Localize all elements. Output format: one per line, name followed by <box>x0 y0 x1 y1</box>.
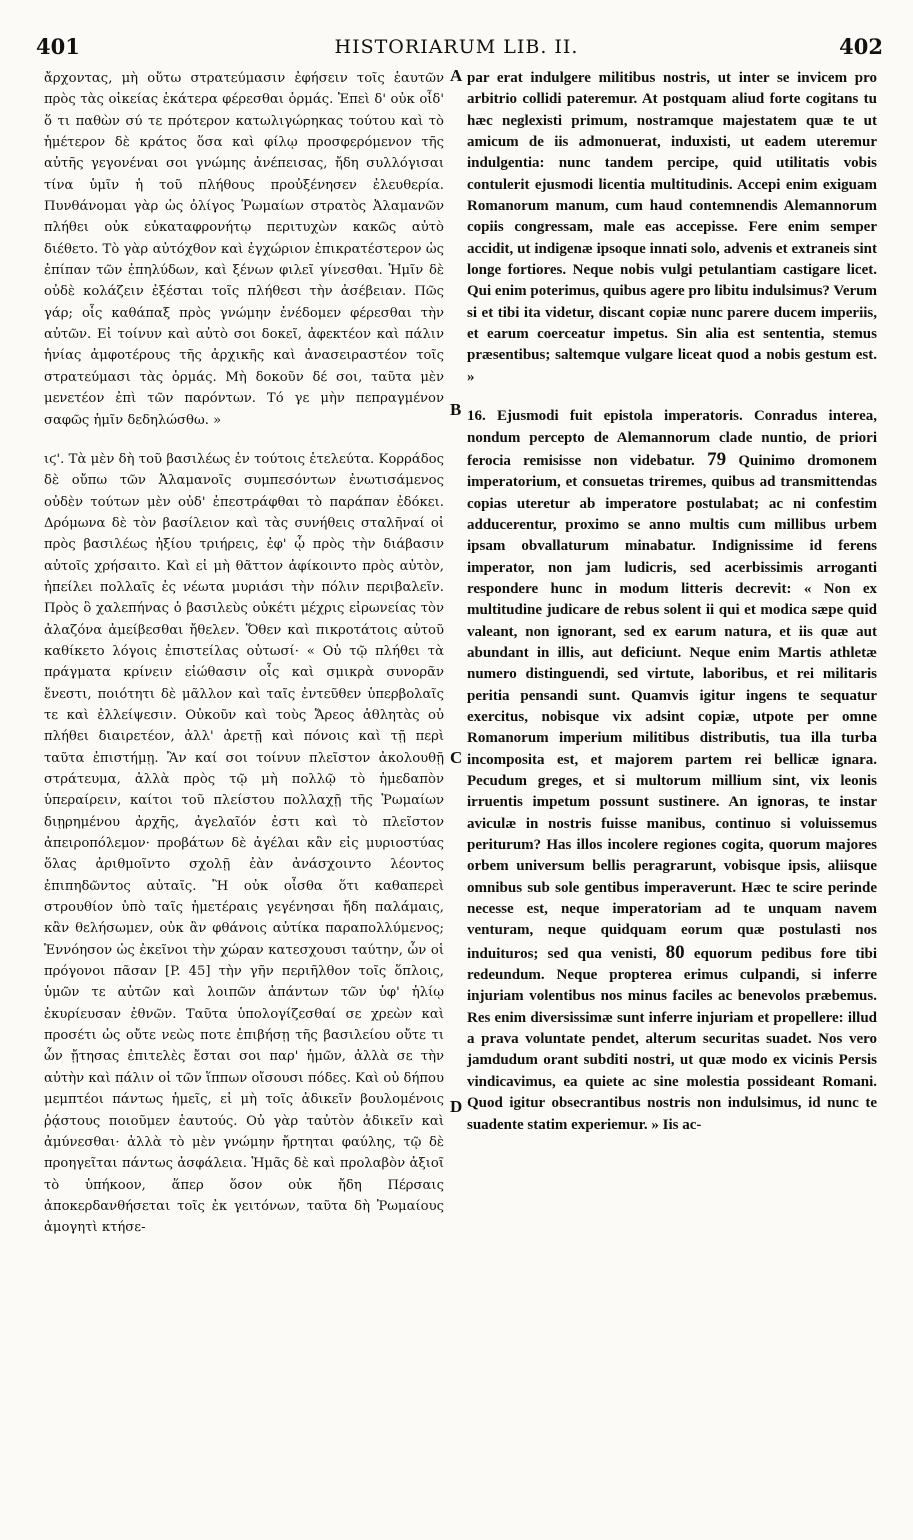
greek-paragraph-2: ιϛ'. Τὰ μὲν δὴ τοῦ βασιλέως ἐν τούτοις ἐτελεύτα. Κορράδος δὲ οὔπω τῶν Ἀλαμανοῖς συμπεσόντων ἐνωτισάμενος οὐδὲν τούτων μὲν οὐδ' ἐπεστράφθαι τὸ παράπαν ἐδόκει. Δρόμωνα δὲ τὸν βασίλειον καὶ τὰς συνήθεις σταλῆναί οἱ πρὸς βασιλέως ἠξίου τριήρεις, ἐφ' ᾧ πρὸς τὴν διάβασιν αὐτοῖς χρήσαιτο. Καὶ εἰ μὴ θᾶττον ἀφίκοιντο πρὸς αὐτὸν, ἠπείλει πολλαῖς ἐς νέωτα μυριάσι τὴν πόλιν περιβαλεῖν. Πρὸς ὃ χαλεπήνας ὁ βασιλεὺς οὐκέτι μέχρις εἰρωνείας τὸν ἀλαζόνα ἀμείβεσθαι ἤθελεν. Ὅθεν καὶ πικροτάτοις αὐτοῦ καθίκετο λόγοις ἐπιστείλας οὑτωσί· « Οὐ τῷ πλήθει τὰ πράγματα κρίνειν εἰώθασιν οἷς καὶ σμικρὰ συνορᾶν ἔνεστι, ποιότητι δὲ μᾶλλον καὶ ταῖς ἐντεῦθεν ὑπερβολαῖς τε καὶ ἐλλείψεσιν. Οὐκοῦν καὶ τοὺς Ἄρεος ἀθλητὰς οὐ πλήθει διαιρετέον, ἀλλ' ἀρετῇ καὶ πόνοις καὶ τῇ περὶ ταῦτα ἐπιστήμῃ. Ἂν καί σοι τοίνυν πλεῖστον ἀκολουθῇ στράτευμα, ἀλλὰ πρὸς τῷ μὴ πολλῷ τὸ ἡμεδαπὸν ὑπεραίρειν, καίτοι τοῦ πλείστου πολλαχῇ τῆς Ῥωμαίων διῃρημένου ἀρχῆς, ἀγελαῖόν ἐστι καὶ τὸ πλεῖστον ἀπειροπόλεμον· προβάτων δὲ ἀγέλαι κἂν εἰς μυριοστύας ὅλας ἀριθμοῖντο σχολῇ ἐὰν ἀνάσχοιντο λέοντος ἐπιπηδῶντος αὐταῖς. Ἢ οὐκ οἶσθα ὅτι καθαπερεὶ στρουθίον ὑπὸ ταῖς ἡμετέραις γεγένησαι ἤδη παλάμαις, κἂν θελήσωμεν, οὐκ ἂν φθάνοις αὐτίκα παραπολλύμενος; Ἐννόησον ὡς ἐκεῖνοι τὴν χώραν κατεσχουσι ταύτην, ὧν οἱ πρόγονοι πᾶσαν [P. 45] τὴν γῆν περιῆλθον τοῖς ὅπλοις, ὑμῶν τε αὐτῶν καὶ λοιπῶν ἁπάντων τῶν ὑφ' ἡλίῳ ἐκυρίευσαν ἐθνῶν. Ταῦτα ὑπολογίζεσθαί σε χρεὼν καὶ προσέτι ὡς οὔτε νεὼς ποτε ἐπιβήσῃ τῆς βασιλείου οὔτε τι ὧν ᾔτησας ἐπιτελὲς ἔσται σοι παρ' ἡμῶν, ἀλλὰ σε τὴν αὐτὴν καὶ πάλιν οἱ τῶν ἵππων οἴσουσι πόδες. Καὶ οὐ δήπου μεμπτέοι πάντως ἡμεῖς, εἰ μὴ τοῖς ἀδικεῖν βουλομένοις ῥᾴστους ποιοῦμεν ἑαυτούς. Οὐ γὰρ ταὐτὸν ἀδικεῖν καὶ ἀμύνεσθαι· ἀλλὰ τὸ μὲν γνώμην ἤρτηται φαύλης, τῷ δὲ προηγεῖται πάντως ἀσφάλεια. Ἡμᾶς δὲ καὶ προλαβὸν ἀξιοῖ τὸ ὑπήκοον, ἅπερ ὅσον οὐκ ἤδη Πέρσαις ἀποκερδανθήσεται τοῖς ἐκ γειτόνων, ταῦτα δὴ Ῥωμαίους ἀμογητὶ κτήσε- <box>44 451 444 1236</box>
page-number-left: 401 <box>36 34 80 59</box>
page-number-right: 402 <box>839 34 883 59</box>
latin-paragraph-1: par erat indulgere militibus nostris, ut inter se invicem pro arbitrio collidi pateremur. At postquam aliud forte cogitans tu hæc neglexisti primum, nostramque majestatem quæ te ut amicum de iis admonuerat, induxisti, ut eadem uteremur indulgentia: nunc tandem percipe, quid utilitatis vobis contulerit ejusmodi licentia multitudinis. Accepi enim exiguam Romanorum manum, cum haud contemnendis Alemannorum copiis congressam, male eas accepisse. Fere enim semper accidit, ut indigenæ ipsoque innati solo, advenis et extraneis sint longe fortiores. Neque nobis vulgi petulantiam castigare licet. Qui enim poterimus, quibus agere pro libitu indulsimus? Verum si et tibi ita videtur, discant copiæ nunc parere ducem imperiis, et earum coerceatur impetus. Sin alia est sententia, stemus præsentibus; saltemque vulgare liceat quod a nobis gestum est. » <box>467 70 877 385</box>
latin-column <box>467 68 877 1136</box>
margin-letter-d: D <box>450 1097 463 1116</box>
margin-letter-b: B <box>450 400 462 419</box>
latin-paragraph-2 <box>467 406 877 1136</box>
page-header <box>0 34 913 64</box>
running-title: HISTORIARUM LIB. II. <box>334 36 579 58</box>
page-marker-80: 80 <box>665 941 685 963</box>
page-marker-79: 79 <box>707 448 727 470</box>
margin-letter-a: A <box>450 66 463 85</box>
margin-letter-c: C <box>450 748 463 767</box>
latin-paragraph-2b: Quinimo dromonem imperatorium, et consuetas triremes, quibus ad transmittendas copias uteretur ab imperatore postulabat; ac ni confestim adducerentur, proximo se anno multis cum millibus urbem ipsam obvallaturum minabatur. Indignissime id ferens imperator, non jam ludicris, sed acerbissimis arroganti respondere hunc in modum litteris decrevit: « Non ex multitudine judicare de rebus solent ii qui et modica sæpe quid valeant, non ignorant, sed ex earum natura, et iis quæ aut abundant in illis, aut deficiunt. Neque enim Martis athletæ numero distinguendi, sed virtute, laboribus, et rei militaris peritia pensandi sunt. Quamvis igitur ingens te sequatur exercitus, nobisque vix adsint copiæ, utpote per omne Romanorum imperium militibus distributis, tua illa turba incomposita est, et majorem partem rei bellicæ ignara. Pecudum greges, et si multorum millium sint, vix leonis irruentis impetum possunt sustinere. An ignoras, te instar aviculæ in nostris fuisse manibus, continuo si voluissemus periturum? Has illos incolere regiones cogita, quorum majores orbem universum bellis peragrarunt, vobisque ipsis, aliisque omnibus sub sole gentibus imperaverunt. Hæc te scire perinde necesse est, neque imperatoriam ad te unquam navem venturam, neque quidquam eorum quæ postulasti nos induituros; sed qua venisti, <box>467 452 878 962</box>
greek-column <box>44 68 444 1239</box>
latin-paragraph-2a: 16. Ejusmodi fuit epistola imperatoris. Conradus interea, nondum percepto de Alemannorum clade nuntio, de priori ferocia remisisse non videbatur. <box>467 408 877 469</box>
greek-paragraph-1: ἄρχοντας, μὴ οὕτω στρατεύμασιν ἐφήσειν τοῖς ἑαυτῶν πρὸς τὰς οἰκείας ἑκάτερα φέρεσθαι ὁρμάς. Ἐπεὶ δ' οὐκ οἶδ' ὅ τι παθὼν σύ τε πρότερον κατωλιγώρηκας τούτου καὶ τὸ ἡμέτερον δὲ κράτος ὅσα καὶ φίλῳ προσφερόμενον τῆς αὐτῆς γεγονέναι σοι γνώμης ἀνέπεισας, ἤδη συλλόγισαι τίνα ὑμῖν ἡ τοῦ πλήθους προὐξένησεν ἐλευθερία. Πυνθάνομαι γὰρ ὡς ὀλίγος Ῥωμαίων στρατὸς Ἀλαμανῶν πλήθει οὐκ εὐκαταφρονήτῳ περιτυχὼν κακῶς αὐτὸ διέθετο. Τὸ γὰρ αὐτόχθον καὶ ἐγχώριον ἐπικρατέστερον ὡς ἐπίπαν τῶν ἐπηλύδων, καὶ ξένων φιλεῖ γίνεσθαι. Ἡμῖν δὲ οὐδὲ κολάζειν ἐξέσται τοῖς πλήθεσι τὴν ἀσέβειαν. Πῶς γάρ; οἷς καθάπαξ πρὸς γνώμην ἐνέδομεν φέρεσθαι τὴν αὐτῶν. Εἰ τοίνυν καὶ αὐτὸ σοι δοκεῖ, ἀφεκτέον καὶ πάλιν ἡνίας ἀμφοτέρους τῆς ἀρχικῆς καὶ ἀνασειραστέον τοῖς στρατεύμασι τὰς ὁρμάς. Μὴ δοκοῦν δέ σοι, ταῦτα μὲν μενετέον ἐπὶ τῶν παρόντων. Τό γε μὴν πεπραγμένον σαφῶς ἡμῖν δεδηλώσθω. » <box>44 71 444 428</box>
latin-paragraph-2c: equorum pedibus fore tibi redeundum. Neque propterea erimus culpandi, si inferre injuriam volentibus nos minus faciles ac benevolos præbemus. Res enim diversissimæ sunt inferre injuriam et propellere: illud a prava voluntate pendet, alterum securitas suadet. Nos vero jamdudum orant subditi nostri, ut quæ modo ex vicinis Persis vindicavimus, ea quiete ac sine molestia possideant Romani. Quod igitur obsecrantibus nostris non indulsimus, id nunc te suadente statim experiemur. » Iis ac- <box>467 945 878 1133</box>
